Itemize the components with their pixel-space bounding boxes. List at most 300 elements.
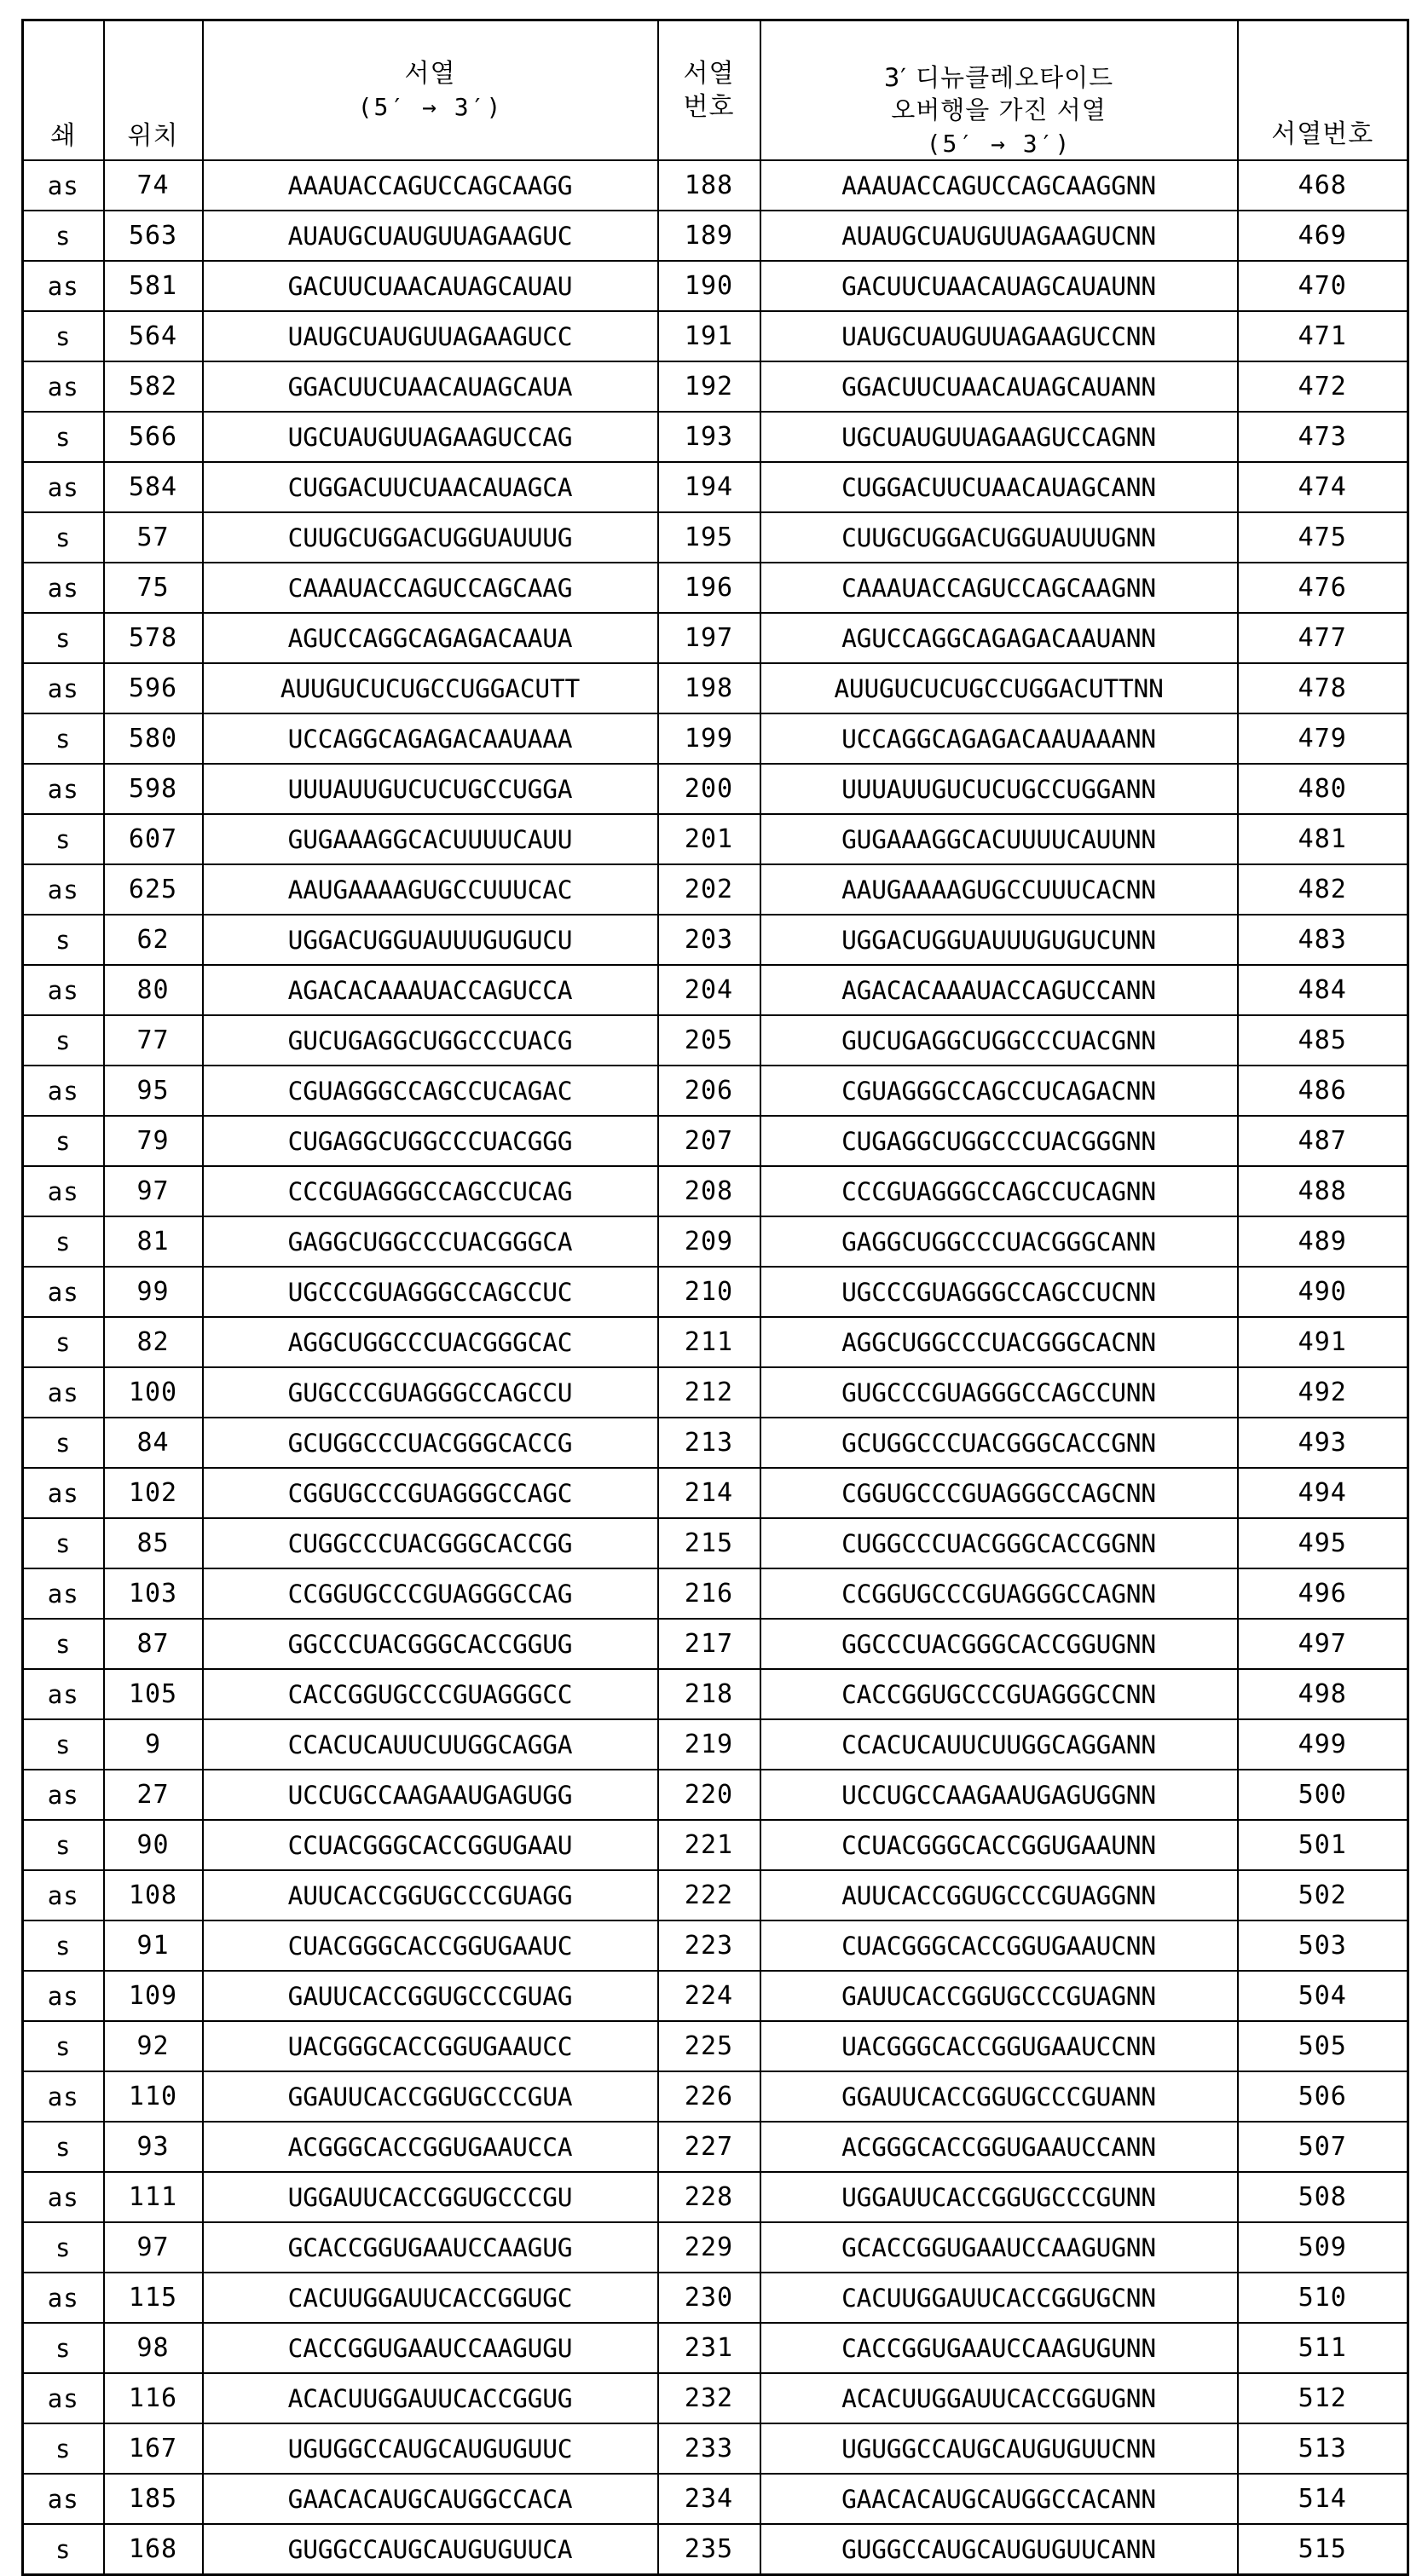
cell-overhang-sequence: AUUGUCUCUGCCUGGACUTTNN — [760, 663, 1238, 713]
cell-position: 92 — [104, 2021, 203, 2071]
cell-sequence: GAGGCUGGCCCUACGGGCA — [203, 1216, 658, 1267]
cell-overhang-sequence: AUAUGCUAUGUUAGAAGUCNN — [760, 211, 1238, 261]
cell-overhang-seq-id: 496 — [1238, 1568, 1408, 1619]
cell-overhang-sequence: GAACACAUGCAUGGCCACANN — [760, 2474, 1238, 2524]
cell-position: 564 — [104, 311, 203, 361]
table-row — [23, 2524, 1408, 2575]
column-header-strand — [23, 20, 104, 161]
cell-strand: as — [23, 2273, 104, 2323]
cell-seq-id: 218 — [658, 1669, 760, 1719]
cell-overhang-seq-id: 498 — [1238, 1669, 1408, 1719]
cell-overhang-sequence: AAAUACCAGUCCAGCAAGGNN — [760, 160, 1238, 211]
table-body — [23, 160, 1408, 2575]
cell-overhang-seq-id: 472 — [1238, 361, 1408, 412]
table-row — [23, 311, 1408, 361]
table-row — [23, 1317, 1408, 1367]
cell-seq-id: 221 — [658, 1820, 760, 1870]
cell-strand: s — [23, 613, 104, 663]
cell-overhang-seq-id: 503 — [1238, 1920, 1408, 1971]
cell-strand: s — [23, 814, 104, 864]
cell-sequence: CCGGUGCCCGUAGGGCCAG — [203, 1568, 658, 1619]
cell-overhang-sequence: UACGGGCACCGGUGAAUCCNN — [760, 2021, 1238, 2071]
cell-overhang-sequence: AUUCACCGGUGCCCGUAGGNN — [760, 1870, 1238, 1920]
cell-seq-id: 195 — [658, 512, 760, 563]
cell-overhang-seq-id: 479 — [1238, 713, 1408, 764]
cell-sequence: GUCUGAGGCUGGCCCUACG — [203, 1015, 658, 1066]
cell-sequence: UGGACUGGUAUUUGUGUCU — [203, 915, 658, 965]
cell-sequence: GUGGCCAUGCAUGUGUUCA — [203, 2524, 658, 2575]
cell-strand: s — [23, 1619, 104, 1669]
table-row — [23, 1820, 1408, 1870]
column-header-seq-id — [658, 20, 760, 161]
header-row — [23, 20, 1408, 161]
cell-strand: s — [23, 1719, 104, 1770]
cell-position: 596 — [104, 663, 203, 713]
cell-seq-id: 197 — [658, 613, 760, 663]
cell-position: 99 — [104, 1267, 203, 1317]
cell-strand: s — [23, 2323, 104, 2373]
cell-sequence: AAAUACCAGUCCAGCAAGG — [203, 160, 658, 211]
cell-position: 81 — [104, 1216, 203, 1267]
cell-overhang-sequence: UCCUGCCAAGAAUGAGUGGNN — [760, 1770, 1238, 1820]
cell-sequence: UACGGGCACCGGUGAAUCC — [203, 2021, 658, 2071]
cell-seq-id: 214 — [658, 1468, 760, 1518]
table-row — [23, 1971, 1408, 2021]
table-row — [23, 160, 1408, 211]
cell-overhang-seq-id: 475 — [1238, 512, 1408, 563]
cell-position: 580 — [104, 713, 203, 764]
cell-position: 116 — [104, 2373, 203, 2423]
cell-position: 102 — [104, 1468, 203, 1518]
cell-sequence: CCACUCAUUCUUGGCAGGA — [203, 1719, 658, 1770]
cell-seq-id: 216 — [658, 1568, 760, 1619]
column-header-overhang-seq-id-label: 서열번호 — [1271, 119, 1374, 149]
cell-overhang-sequence: UGGAUUCACCGGUGCCCGUNN — [760, 2172, 1238, 2222]
cell-overhang-sequence: CCACUCAUUCUUGGCAGGANN — [760, 1719, 1238, 1770]
column-header-sequence — [203, 20, 658, 161]
cell-strand: as — [23, 1770, 104, 1820]
cell-position: 95 — [104, 1066, 203, 1116]
cell-seq-id: 211 — [658, 1317, 760, 1367]
cell-sequence: GAACACAUGCAUGGCCACA — [203, 2474, 658, 2524]
cell-overhang-seq-id: 468 — [1238, 160, 1408, 211]
cell-overhang-seq-id: 476 — [1238, 563, 1408, 613]
cell-strand: s — [23, 915, 104, 965]
table-row — [23, 1770, 1408, 1820]
cell-seq-id: 222 — [658, 1870, 760, 1920]
table-row — [23, 1920, 1408, 1971]
cell-sequence: AGUCCAGGCAGAGACAAUA — [203, 613, 658, 663]
cell-overhang-seq-id: 492 — [1238, 1367, 1408, 1418]
cell-sequence: CCCGUAGGGCCAGCCUCAG — [203, 1166, 658, 1216]
cell-overhang-seq-id: 515 — [1238, 2524, 1408, 2575]
cell-overhang-sequence: UAUGCUAUGUUAGAAGUCCNN — [760, 311, 1238, 361]
cell-overhang-sequence: UGCUAUGUUAGAAGUCCAGNN — [760, 412, 1238, 462]
cell-position: 115 — [104, 2273, 203, 2323]
table-row — [23, 2172, 1408, 2222]
cell-overhang-sequence: CGGUGCCCGUAGGGCCAGCNN — [760, 1468, 1238, 1518]
column-header-seq-id-line1: 서열 — [683, 59, 735, 89]
cell-seq-id: 209 — [658, 1216, 760, 1267]
cell-overhang-sequence: CCGGUGCCCGUAGGGCCAGNN — [760, 1568, 1238, 1619]
cell-seq-id: 203 — [658, 915, 760, 965]
cell-sequence: UCCAGGCAGAGACAAUAAA — [203, 713, 658, 764]
cell-seq-id: 233 — [658, 2423, 760, 2474]
cell-overhang-seq-id: 497 — [1238, 1619, 1408, 1669]
cell-overhang-seq-id: 477 — [1238, 613, 1408, 663]
cell-overhang-sequence: UUUAUUGUCUCUGCCUGGANN — [760, 764, 1238, 814]
cell-strand: s — [23, 1216, 104, 1267]
cell-seq-id: 232 — [658, 2373, 760, 2423]
table-row — [23, 2222, 1408, 2273]
cell-sequence: UGCUAUGUUAGAAGUCCAG — [203, 412, 658, 462]
cell-strand: s — [23, 1820, 104, 1870]
cell-overhang-seq-id: 487 — [1238, 1116, 1408, 1166]
table-row — [23, 663, 1408, 713]
cell-strand: s — [23, 1418, 104, 1468]
table-row — [23, 1870, 1408, 1920]
cell-strand: s — [23, 2122, 104, 2172]
cell-overhang-sequence: GGCCCUACGGGCACCGGUGNN — [760, 1619, 1238, 1669]
cell-sequence: CACCGGUGAAUCCAAGUGU — [203, 2323, 658, 2373]
table-row — [23, 1267, 1408, 1317]
cell-overhang-sequence: CUUGCUGGACUGGUAUUUGNN — [760, 512, 1238, 563]
table-row — [23, 2373, 1408, 2423]
cell-overhang-sequence: ACGGGCACCGGUGAAUCCANN — [760, 2122, 1238, 2172]
cell-position: 93 — [104, 2122, 203, 2172]
cell-position: 105 — [104, 1669, 203, 1719]
cell-position: 578 — [104, 613, 203, 663]
cell-position: 581 — [104, 261, 203, 311]
cell-overhang-seq-id: 488 — [1238, 1166, 1408, 1216]
cell-seq-id: 201 — [658, 814, 760, 864]
cell-position: 185 — [104, 2474, 203, 2524]
cell-seq-id: 188 — [658, 160, 760, 211]
cell-seq-id: 220 — [658, 1770, 760, 1820]
cell-seq-id: 223 — [658, 1920, 760, 1971]
column-header-overhang-line1: 3′ 디뉴클레오타이드 — [883, 63, 1114, 93]
cell-strand: s — [23, 713, 104, 764]
cell-overhang-seq-id: 485 — [1238, 1015, 1408, 1066]
table-row — [23, 2122, 1408, 2172]
column-header-sequence-label: 서열 — [404, 59, 456, 90]
cell-strand: as — [23, 261, 104, 311]
cell-strand: s — [23, 1920, 104, 1971]
cell-strand: as — [23, 663, 104, 713]
cell-strand: as — [23, 160, 104, 211]
cell-overhang-seq-id: 491 — [1238, 1317, 1408, 1367]
table-row — [23, 2071, 1408, 2122]
cell-sequence: GCUGGCCCUACGGGCACCG — [203, 1418, 658, 1468]
cell-overhang-seq-id: 506 — [1238, 2071, 1408, 2122]
cell-strand: as — [23, 2172, 104, 2222]
cell-position: 109 — [104, 1971, 203, 2021]
cell-sequence: UGUGGCCAUGCAUGUGUUC — [203, 2423, 658, 2474]
table-row — [23, 713, 1408, 764]
cell-position: 75 — [104, 563, 203, 613]
cell-sequence: CCUACGGGCACCGGUGAAU — [203, 1820, 658, 1870]
column-header-overhang-line2: 오버행을 가진 서열 — [891, 95, 1107, 125]
cell-seq-id: 230 — [658, 2273, 760, 2323]
cell-position: 167 — [104, 2423, 203, 2474]
cell-position: 598 — [104, 764, 203, 814]
cell-seq-id: 227 — [658, 2122, 760, 2172]
cell-seq-id: 226 — [658, 2071, 760, 2122]
table-row — [23, 211, 1408, 261]
cell-overhang-sequence: CUGGACUUCUAACAUAGCANN — [760, 462, 1238, 512]
table-row — [23, 1066, 1408, 1116]
cell-sequence: AGGCUGGCCCUACGGGCAC — [203, 1317, 658, 1367]
cell-position: 584 — [104, 462, 203, 512]
cell-overhang-seq-id: 481 — [1238, 814, 1408, 864]
cell-seq-id: 199 — [658, 713, 760, 764]
cell-position: 111 — [104, 2172, 203, 2222]
table-row — [23, 361, 1408, 412]
cell-position: 9 — [104, 1719, 203, 1770]
cell-overhang-sequence: AAUGAAAAGUGCCUUUCACNN — [760, 864, 1238, 915]
cell-seq-id: 192 — [658, 361, 760, 412]
cell-overhang-sequence: CUGGCCCUACGGGCACCGGNN — [760, 1518, 1238, 1568]
cell-strand: s — [23, 1518, 104, 1568]
cell-strand: as — [23, 462, 104, 512]
cell-seq-id: 198 — [658, 663, 760, 713]
cell-overhang-sequence: CCCGUAGGGCCAGCCUCAGNN — [760, 1166, 1238, 1216]
cell-sequence: UAUGCUAUGUUAGAAGUCC — [203, 311, 658, 361]
cell-overhang-sequence: GUCUGAGGCUGGCCCUACGNN — [760, 1015, 1238, 1066]
column-header-strand-label: 쇄 — [50, 121, 77, 151]
cell-overhang-sequence: UGUGGCCAUGCAUGUGUUCNN — [760, 2423, 1238, 2474]
cell-seq-id: 194 — [658, 462, 760, 512]
cell-position: 77 — [104, 1015, 203, 1066]
cell-sequence: CUGGCCCUACGGGCACCGG — [203, 1518, 658, 1568]
cell-sequence: UGCCCGUAGGGCCAGCCUC — [203, 1267, 658, 1317]
table-row — [23, 1669, 1408, 1719]
table-row — [23, 1418, 1408, 1468]
table-row — [23, 1015, 1408, 1066]
cell-strand: as — [23, 1166, 104, 1216]
cell-strand: as — [23, 1066, 104, 1116]
table-row — [23, 462, 1408, 512]
cell-sequence: GGCCCUACGGGCACCGGUG — [203, 1619, 658, 1669]
table-row — [23, 2021, 1408, 2071]
cell-seq-id: 229 — [658, 2222, 760, 2273]
cell-overhang-seq-id: 500 — [1238, 1770, 1408, 1820]
cell-overhang-sequence: GUGGCCAUGCAUGUGUUCANN — [760, 2524, 1238, 2575]
cell-position: 90 — [104, 1820, 203, 1870]
cell-seq-id: 208 — [658, 1166, 760, 1216]
table-row — [23, 261, 1408, 311]
cell-sequence: GUGCCCGUAGGGCCAGCCU — [203, 1367, 658, 1418]
cell-strand: s — [23, 512, 104, 563]
cell-overhang-sequence: ACACUUGGAUUCACCGGUGNN — [760, 2373, 1238, 2423]
cell-strand: as — [23, 1468, 104, 1518]
cell-position: 566 — [104, 412, 203, 462]
cell-overhang-seq-id: 507 — [1238, 2122, 1408, 2172]
cell-sequence: GAUUCACCGGUGCCCGUAG — [203, 1971, 658, 2021]
column-header-overhang-direction: (5′ → 3′) — [926, 129, 1072, 158]
cell-strand: as — [23, 1267, 104, 1317]
cell-sequence: CACUUGGAUUCACCGGUGC — [203, 2273, 658, 2323]
table-row — [23, 1216, 1408, 1267]
cell-strand: s — [23, 1015, 104, 1066]
cell-overhang-sequence: CACCGGUGCCCGUAGGGCCNN — [760, 1669, 1238, 1719]
cell-overhang-seq-id: 486 — [1238, 1066, 1408, 1116]
cell-sequence: GCACCGGUGAAUCCAAGUG — [203, 2222, 658, 2273]
cell-sequence: CACCGGUGCCCGUAGGGCC — [203, 1669, 658, 1719]
cell-strand: s — [23, 1116, 104, 1166]
cell-position: 100 — [104, 1367, 203, 1418]
cell-strand: as — [23, 764, 104, 814]
cell-seq-id: 196 — [658, 563, 760, 613]
table-row — [23, 2423, 1408, 2474]
cell-overhang-seq-id: 495 — [1238, 1518, 1408, 1568]
cell-overhang-seq-id: 508 — [1238, 2172, 1408, 2222]
column-header-seq-id-line2: 번호 — [683, 92, 735, 122]
cell-sequence: GACUUCUAACAUAGCAUAU — [203, 261, 658, 311]
cell-sequence: ACGGGCACCGGUGAAUCCA — [203, 2122, 658, 2172]
cell-seq-id: 225 — [658, 2021, 760, 2071]
cell-sequence: AUUCACCGGUGCCCGUAGG — [203, 1870, 658, 1920]
cell-seq-id: 212 — [658, 1367, 760, 1418]
table-row — [23, 412, 1408, 462]
cell-overhang-seq-id: 512 — [1238, 2373, 1408, 2423]
cell-position: 110 — [104, 2071, 203, 2122]
cell-sequence: UGGAUUCACCGGUGCCCGU — [203, 2172, 658, 2222]
cell-strand: s — [23, 211, 104, 261]
cell-overhang-sequence: GACUUCUAACAUAGCAUAUNN — [760, 261, 1238, 311]
cell-overhang-seq-id: 478 — [1238, 663, 1408, 713]
cell-sequence: GUGAAAGGCACUUUUCAUU — [203, 814, 658, 864]
cell-overhang-seq-id: 470 — [1238, 261, 1408, 311]
cell-strand: as — [23, 1367, 104, 1418]
cell-strand: as — [23, 864, 104, 915]
cell-seq-id: 202 — [658, 864, 760, 915]
cell-seq-id: 219 — [658, 1719, 760, 1770]
table-row — [23, 965, 1408, 1015]
cell-overhang-seq-id: 484 — [1238, 965, 1408, 1015]
cell-strand: s — [23, 2222, 104, 2273]
cell-position: 74 — [104, 160, 203, 211]
cell-seq-id: 213 — [658, 1418, 760, 1468]
cell-sequence: CUACGGGCACCGGUGAAUC — [203, 1920, 658, 1971]
cell-strand: as — [23, 1870, 104, 1920]
cell-overhang-seq-id: 505 — [1238, 2021, 1408, 2071]
cell-sequence: GGACUUCUAACAUAGCAUA — [203, 361, 658, 412]
cell-seq-id: 193 — [658, 412, 760, 462]
cell-overhang-seq-id: 510 — [1238, 2273, 1408, 2323]
cell-overhang-sequence: AGGCUGGCCCUACGGGCACNN — [760, 1317, 1238, 1367]
cell-seq-id: 207 — [658, 1116, 760, 1166]
cell-sequence: UUUAUUGUCUCUGCCUGGA — [203, 764, 658, 814]
table-row — [23, 915, 1408, 965]
cell-sequence: CUGAGGCUGGCCCUACGGG — [203, 1116, 658, 1166]
cell-strand: s — [23, 2524, 104, 2575]
table-row — [23, 1116, 1408, 1166]
cell-overhang-sequence: AGACACAAAUACCAGUCCANN — [760, 965, 1238, 1015]
cell-position: 27 — [104, 1770, 203, 1820]
table-row — [23, 1568, 1408, 1619]
cell-overhang-seq-id: 502 — [1238, 1870, 1408, 1920]
column-header-overhang-sequence — [760, 20, 1238, 161]
cell-overhang-seq-id: 469 — [1238, 211, 1408, 261]
cell-overhang-sequence: CACCGGUGAAUCCAAGUGUNN — [760, 2323, 1238, 2373]
cell-overhang-sequence: UCCAGGCAGAGACAAUAAANN — [760, 713, 1238, 764]
table-row — [23, 1518, 1408, 1568]
cell-overhang-seq-id: 493 — [1238, 1418, 1408, 1468]
cell-seq-id: 235 — [658, 2524, 760, 2575]
cell-overhang-sequence: GAUUCACCGGUGCCCGUAGNN — [760, 1971, 1238, 2021]
cell-overhang-seq-id: 473 — [1238, 412, 1408, 462]
cell-strand: as — [23, 965, 104, 1015]
cell-overhang-seq-id: 504 — [1238, 1971, 1408, 2021]
cell-position: 582 — [104, 361, 203, 412]
cell-overhang-seq-id: 483 — [1238, 915, 1408, 965]
cell-overhang-seq-id: 513 — [1238, 2423, 1408, 2474]
cell-sequence: AUAUGCUAUGUUAGAAGUC — [203, 211, 658, 261]
table-row — [23, 613, 1408, 663]
cell-overhang-sequence: UGCCCGUAGGGCCAGCCUCNN — [760, 1267, 1238, 1317]
cell-sequence: CAAAUACCAGUCCAGCAAG — [203, 563, 658, 613]
cell-sequence: ACACUUGGAUUCACCGGUG — [203, 2373, 658, 2423]
cell-sequence: AUUGUCUCUGCCUGGACUTT — [203, 663, 658, 713]
cell-seq-id: 191 — [658, 311, 760, 361]
cell-position: 84 — [104, 1418, 203, 1468]
cell-overhang-sequence: CUACGGGCACCGGUGAAUCNN — [760, 1920, 1238, 1971]
cell-strand: as — [23, 563, 104, 613]
cell-overhang-sequence: GGAUUCACCGGUGCCCGUANN — [760, 2071, 1238, 2122]
cell-overhang-sequence: CCUACGGGCACCGGUGAAUNN — [760, 1820, 1238, 1870]
cell-position: 85 — [104, 1518, 203, 1568]
cell-position: 103 — [104, 1568, 203, 1619]
column-header-position-label: 위치 — [127, 121, 179, 151]
cell-position: 108 — [104, 1870, 203, 1920]
cell-strand: s — [23, 311, 104, 361]
table-row — [23, 1367, 1408, 1418]
cell-sequence: CGGUGCCCGUAGGGCCAGC — [203, 1468, 658, 1518]
cell-strand: s — [23, 2423, 104, 2474]
cell-position: 79 — [104, 1116, 203, 1166]
cell-overhang-seq-id: 494 — [1238, 1468, 1408, 1518]
cell-position: 607 — [104, 814, 203, 864]
table-row — [23, 1166, 1408, 1216]
cell-position: 98 — [104, 2323, 203, 2373]
cell-sequence: AAUGAAAAGUGCCUUUCAC — [203, 864, 658, 915]
cell-position: 625 — [104, 864, 203, 915]
cell-overhang-seq-id: 474 — [1238, 462, 1408, 512]
cell-position: 82 — [104, 1317, 203, 1367]
cell-seq-id: 200 — [658, 764, 760, 814]
cell-position: 168 — [104, 2524, 203, 2575]
cell-overhang-sequence: GCUGGCCCUACGGGCACCGNN — [760, 1418, 1238, 1468]
table-row — [23, 1719, 1408, 1770]
cell-strand: as — [23, 1568, 104, 1619]
cell-overhang-seq-id: 471 — [1238, 311, 1408, 361]
column-header-sequence-direction: (5′ → 3′) — [357, 93, 503, 122]
cell-strand: s — [23, 2021, 104, 2071]
table-row — [23, 563, 1408, 613]
cell-overhang-sequence: CACUUGGAUUCACCGGUGCNN — [760, 2273, 1238, 2323]
cell-strand: as — [23, 2474, 104, 2524]
cell-strand: as — [23, 1971, 104, 2021]
table-row — [23, 2273, 1408, 2323]
table-row — [23, 1619, 1408, 1669]
cell-strand: as — [23, 2373, 104, 2423]
cell-strand: as — [23, 1669, 104, 1719]
table-row — [23, 764, 1408, 814]
cell-strand: as — [23, 361, 104, 412]
cell-seq-id: 206 — [658, 1066, 760, 1116]
cell-seq-id: 205 — [658, 1015, 760, 1066]
